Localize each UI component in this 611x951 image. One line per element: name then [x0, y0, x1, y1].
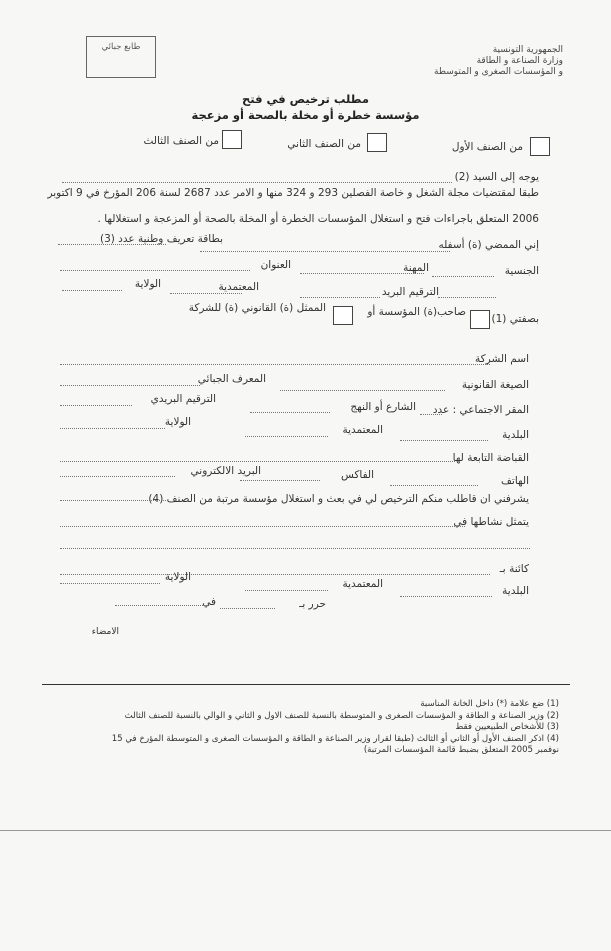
company-state-label: الولاية [164, 416, 191, 428]
request-municipality-line[interactable] [400, 596, 492, 597]
profession-line[interactable] [300, 273, 424, 274]
company-name-line[interactable] [60, 364, 490, 365]
nationality-line[interactable] [432, 276, 494, 277]
municipality-label: البلدية [502, 429, 529, 441]
form-title-line1: مطلب ترخيص في فتح [241, 92, 370, 106]
signer-label: إني الممضي (ة) أسفله [438, 239, 539, 251]
tax-id-line[interactable] [60, 385, 200, 386]
email-label: البريد الالكتروني [190, 465, 261, 477]
ministry-line-3: و المؤسسات الصغرى و المتوسطة [434, 67, 563, 77]
delegation-line[interactable] [170, 293, 242, 294]
written-at-label: حرر بـ [299, 598, 326, 610]
ministry-line-1: الجمهورية التونسية [492, 45, 563, 55]
state-line[interactable] [62, 290, 122, 291]
intro-line-2: 2006 المتعلق باجراءات فتح و استغلال المؤسسات الخطرة أو المخلة بالصحة أو المزعجة و استغلالها . [97, 213, 539, 225]
signer-name-line[interactable] [200, 251, 450, 252]
footnote-4-cont: نوفمبر 2005 المتعلق بضبط قائمة المؤسسات المرتبة) [363, 745, 559, 755]
written-on-line[interactable] [115, 605, 207, 606]
stamp-label: طابع جبائي [101, 42, 141, 52]
delegation-label: المعتمدية [218, 281, 259, 293]
footnote-2: (2) وزير الصناعة و الطاقة و المؤسسات الصغرى و المتوسطة بالنسبة للصنف الاول و الثاني و الوالي بالنسبة للصنف الثالث [124, 710, 559, 721]
written-on-label: في [202, 596, 216, 608]
addressed-to-label: يوجه إلى السيد (2) [454, 171, 539, 183]
category-third-checkbox[interactable] [222, 130, 242, 149]
category-second-checkbox[interactable] [367, 133, 387, 152]
company-delegation-line[interactable] [245, 436, 328, 437]
request-state-line[interactable] [60, 583, 160, 584]
located-line[interactable] [60, 574, 490, 575]
request-delegation-line[interactable] [245, 590, 328, 591]
category-second-label: من الصنف الثاني [287, 138, 361, 150]
head-office-number-line[interactable] [420, 414, 442, 415]
request-text: يشرفني ان قاطلب منكم الترخيص لي في بعث و استغلال مؤسسة مرتبة من الصنف (4) [148, 493, 529, 505]
company-name-label: اسم الشركة [475, 353, 529, 365]
footnote-3: (3) للأشخاص الطبيعيين فقط [455, 722, 559, 732]
postal-code-company-label: الترقيم البريدي [150, 393, 216, 405]
profession-label: المهنة [403, 262, 429, 274]
legal-form-label: الصيغة القانونية [461, 379, 529, 391]
ministry-header [363, 45, 563, 78]
address-label: العنوان [260, 259, 291, 271]
postal-code-line[interactable] [300, 297, 380, 298]
request-category-line[interactable] [60, 500, 168, 501]
phone-label: الهاتف [501, 475, 529, 487]
email-line[interactable] [60, 476, 175, 477]
category-first-checkbox[interactable] [530, 137, 550, 156]
postal-code-label: الترقيم البريد [381, 286, 439, 298]
category-first-label: من الصنف الأول [451, 141, 523, 153]
postal-extra-line[interactable] [438, 297, 496, 298]
tax-id-label: المعرف الجبائي [197, 373, 266, 385]
id-card-line[interactable] [58, 244, 166, 245]
fiscal-stamp-box [86, 36, 156, 78]
intro-line-1: طبقا لمقتضيات مجلة الشغل و خاصة الفصلين 293 و 324 منها و الامر عدد 2687 لسنة 206 المؤرخ في 9 اكتوبر [47, 187, 539, 199]
request-state-label: الولاية [164, 571, 191, 583]
legal-rep-checkbox[interactable] [333, 306, 353, 325]
municipality-line[interactable] [400, 440, 488, 441]
legal-rep-label: الممثل (ة) القانوني (ة) للشركة [188, 302, 326, 314]
footnote-separator [42, 684, 570, 685]
footnote-1: (1) ضع علامة (*) داخل الخانة المناسبة [420, 699, 559, 709]
activity-label: يتمثل نشاطها في [453, 516, 529, 528]
nationality-label: الجنسية [504, 265, 539, 277]
phone-line[interactable] [390, 485, 478, 486]
form-title-line2: مؤسسة خطرة أو مخلة بالصحة أو مزعجة [191, 108, 420, 122]
street-label: الشارع أو النهج [350, 401, 416, 413]
signature-label: الامضاء [91, 627, 119, 637]
legal-form-line[interactable] [280, 390, 445, 391]
head-office-label: المقر الاجتماعي : عدد [432, 404, 529, 416]
footnote-4: (4) اذكر الصنف الأول أو الثاني أو الثالث (طبقا لقرار وزير الصناعة و الطاقة و المؤسسات الصغرى و المتوسطة المؤرخ في 15 [111, 733, 559, 744]
authority-label: القباضة التابعة لها [452, 452, 529, 464]
activity-line-2[interactable] [60, 548, 530, 549]
authority-line[interactable] [60, 461, 455, 462]
activity-line-1[interactable] [60, 526, 465, 527]
located-label: كائنة بـ [499, 563, 529, 575]
page-bottom-edge [0, 830, 611, 831]
written-at-line[interactable] [220, 608, 275, 609]
id-card-label: بطاقة تعريف وطنية عدد (3) [99, 233, 223, 245]
address-line[interactable] [60, 270, 250, 271]
request-municipality-label: البلدية [502, 585, 529, 597]
footnotes [39, 699, 559, 757]
capacity-label: بصفتي (1) [491, 313, 539, 325]
street-line[interactable] [250, 412, 330, 413]
postal-code-company-line[interactable] [60, 405, 132, 406]
request-delegation-label: المعتمدية [342, 578, 383, 590]
category-third-label: من الصنف الثالث [143, 135, 219, 147]
addressed-to-line[interactable] [62, 182, 452, 183]
fax-line[interactable] [240, 480, 320, 481]
ministry-line-2: وزارة الصناعة و الطاقة [476, 56, 563, 66]
company-delegation-label: المعتمدية [342, 424, 383, 436]
state-label: الولاية [134, 278, 161, 290]
company-state-line[interactable] [60, 428, 165, 429]
owner-checkbox[interactable] [470, 310, 490, 329]
owner-label: صاحب(ة) المؤسسة أو [367, 306, 466, 318]
fax-label: الفاكس [340, 469, 374, 481]
